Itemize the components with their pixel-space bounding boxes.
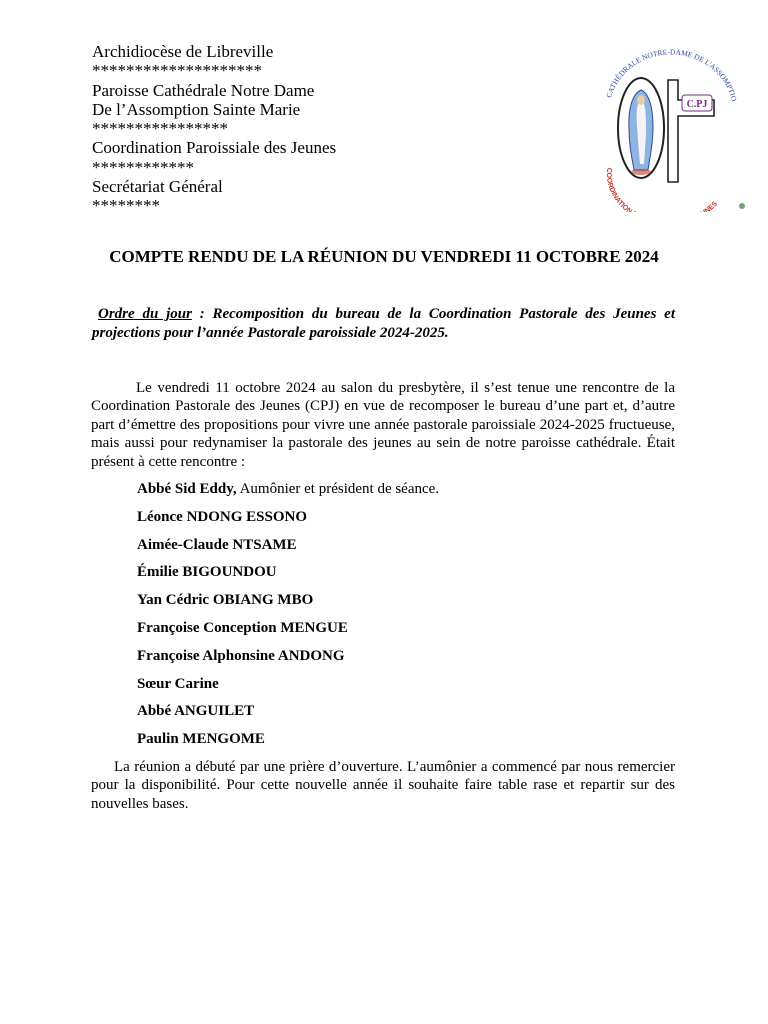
attendee-item: Paulin MENGOME: [137, 731, 265, 748]
separator-stars: ****************: [92, 119, 228, 139]
attendee-item: Sœur Carine: [137, 675, 219, 692]
logo-bottom-arc-text: COORDINATION NES: [604, 167, 720, 212]
separator-stars: ************: [92, 157, 194, 177]
attendee-item: Françoise Conception MENGUE: [137, 619, 348, 636]
attendee-item: Léonce NDONG ESSONO: [137, 508, 308, 525]
intro-text: Le vendredi 11 octobre 2024 au salon du presbytère, il s’est tenue une rencontre de la Coordination Pastorale des Jeunes (CPJ) en vue de recomposer le bureau d’une part et, d’autre part d’émettre des propositions pour vivre une année pastorale paroissiale 2024-2025 fructueuse, mais aussi pour redynamiser la pastorale des jeunes au sein de notre paroisse cathédrale. Était présent à cette rencontre :: [91, 380, 675, 470]
agenda-text: : Recomposition du bureau de la Coordination Pastorale des Jeunes et projections pour l’année Pastorale paroissiale 2024-2025.: [92, 306, 676, 341]
agenda-label: Ordre du jour: [98, 306, 192, 322]
parish-line-1: Paroisse Cathédrale Notre Dame: [92, 80, 315, 100]
logo-top-arc-text: CATHÉDRALE NOTRE-DAME DE L'ASSOMPTIO: [604, 47, 739, 103]
cpj-logo: [596, 40, 752, 212]
agenda-paragraph: [92, 305, 675, 343]
intro-paragraph: [91, 379, 675, 471]
separator-stars: ********: [92, 196, 160, 216]
logo-badge-text: C.PJ: [686, 99, 708, 110]
report-title: COMPTE RENDU DE LA RÉUNION DU VENDREDI 11 OCTOBRE 2024: [109, 247, 659, 266]
closing-paragraph: [91, 758, 675, 813]
attendee-item: Yan Cédric OBIANG MBO: [137, 592, 314, 609]
closing-text: La réunion a débuté par une prière d’ouverture. L’aumônier a commencé par nous remercier pour la disponibilité. Pour cette nouvelle année il souhaite faire table rase et repartir sur des nouvelles bases.: [91, 759, 675, 812]
coordination-line: Coordination Paroissiale des Jeunes: [92, 138, 337, 158]
attendee-item: Françoise Alphonsine ANDONG: [137, 647, 345, 664]
parish-line-2: De l’Assomption Sainte Marie: [92, 99, 301, 119]
separator-stars: ********************: [92, 61, 262, 81]
secretariat-line: Secrétariat Général: [92, 177, 223, 197]
cpj-logo-graphic: [596, 40, 752, 212]
attendee-item: Abbé ANGUILET: [137, 703, 255, 720]
archdiocese-line: Archidiocèse de Libreville: [92, 42, 274, 61]
attendee-item: Émilie BIGOUNDOU: [137, 564, 277, 581]
attendee-item: Abbé Sid Eddy, Aumônier et président de séance.: [137, 481, 440, 497]
attendee-list: [137, 480, 657, 758]
letterhead: [92, 42, 336, 216]
attendee-item: Aimée-Claude NTSAME: [137, 536, 297, 553]
